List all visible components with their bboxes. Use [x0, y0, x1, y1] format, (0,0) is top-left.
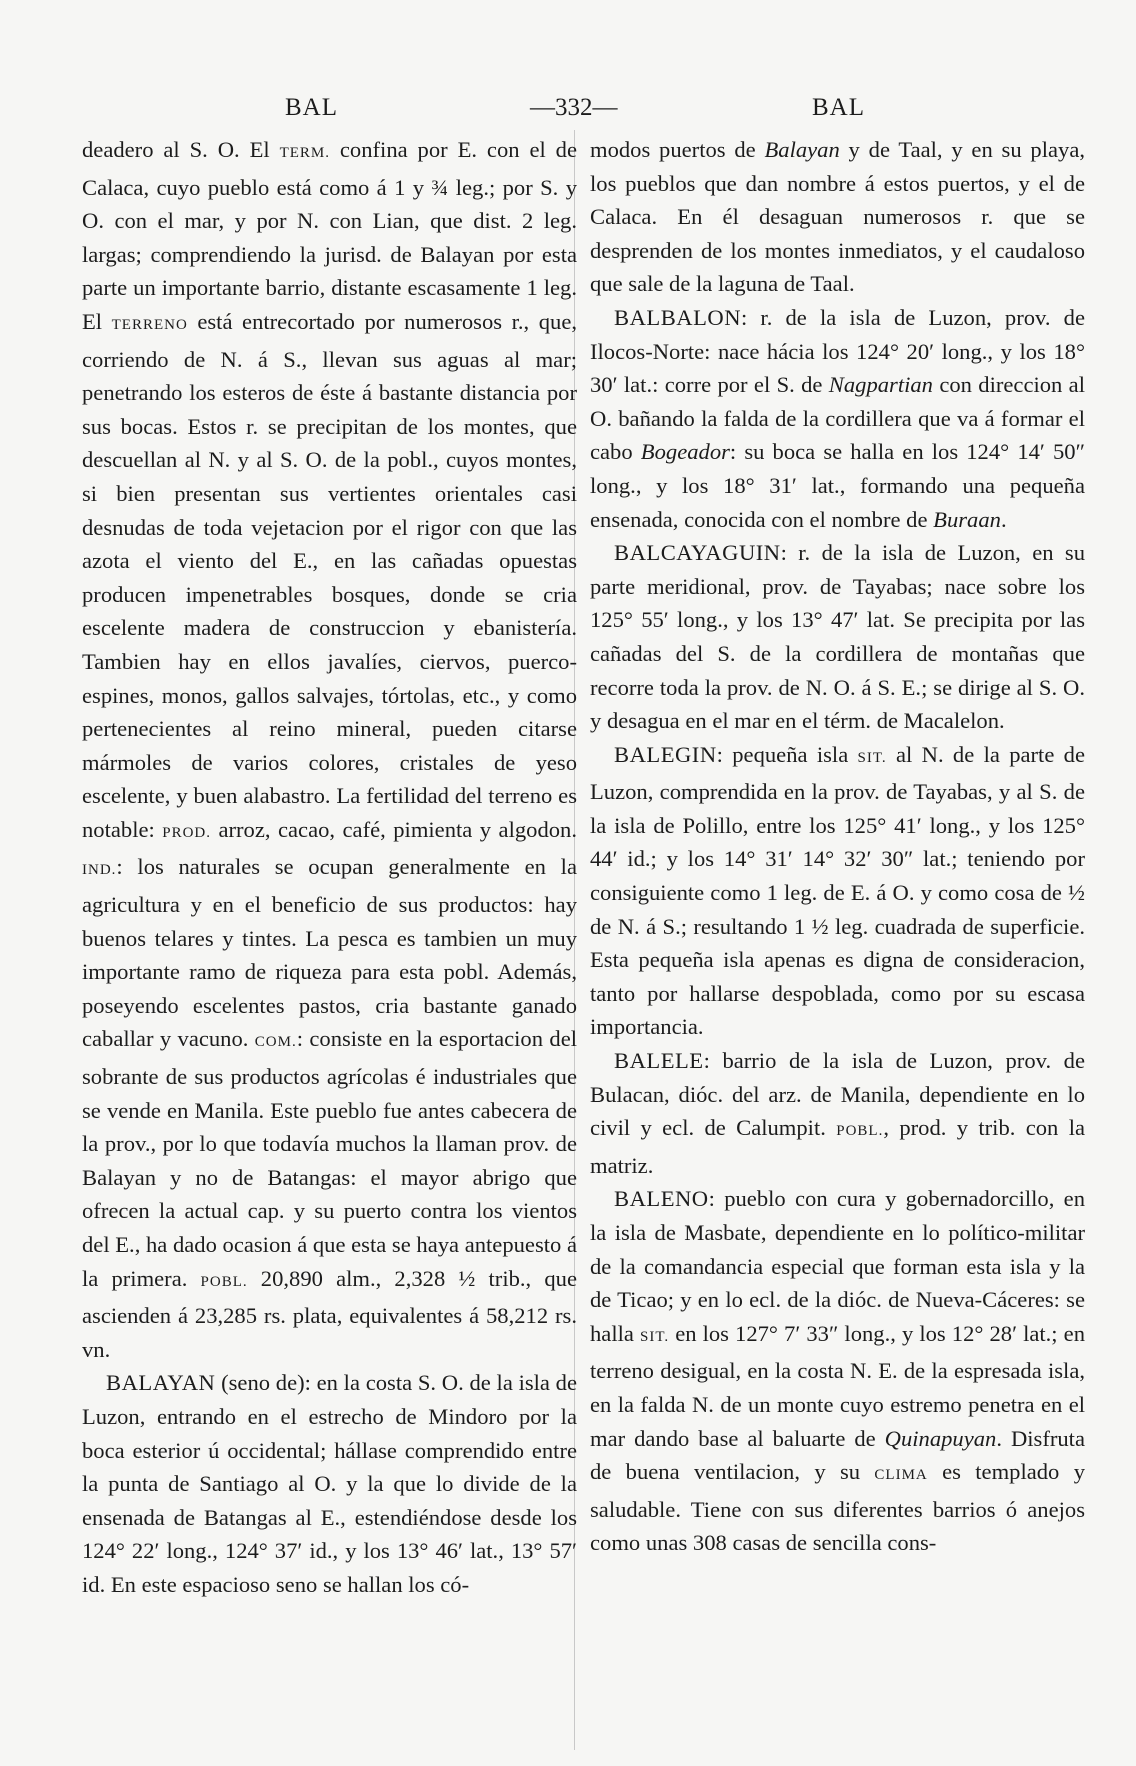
entry-heading: BALELE	[614, 1048, 704, 1074]
page-number: —332—	[530, 94, 618, 121]
header-right: BAL	[812, 94, 865, 121]
entry-heading: BALEGIN	[614, 741, 717, 767]
entry-balbalon: BALBALON: r. de la isla de Luzon, prov. de Ilocos-Norte: nace hácia los 124° 20′ long., y los 18° 30′ lat.: corre por el S. de Nagpartian con direccion al O. bañando la falda de la cordillera que va á formar el cabo Bogeador: su boca se halla en los 124° 14′ 50″ long., y los 18° 31′ lat., formando una pequeña ensenada, conocida con el nombre de Buraan.	[590, 304, 1085, 532]
entry-balele: BALELE: barrio de la isla de Luzon, prov. de Bulacan, dióc. del arz. de Manila, dependiente en lo civil y ecl. de Calumpit. POBL., prod. y trib. con la matriz.	[590, 1048, 1086, 1178]
paragraph-continuation: deadero al S. O. El TERM. confina por E. con el de Calaca, cuyo pueblo está como á 1 y ¾ leg.; por S. y O. con el mar, y por N. con Lian, que dist. 2 leg. largas; comprendiendo la jurisd. de Balayan por esta parte un importante barrio, distante escasamente 1 leg. El TERRENO está entrecortado por numerosos r., que, corriendo de N. á S., llevan sus aguas al mar; penetrando los esteros de éste á bastante distancia por sus bocas. Estos r. se precipitan de los montes, que descuellan al N. y al S. O. de la pobl., cuyos montes, si bien presentan sus vertientes orientales casi desnudas de toda vejetacion por el rigor con que las azota el viento del E., en las cañadas opuestas producen impenetrables bosques, donde se cria escelente madera de construccion y ebanistería. Tambien hay en ellos javalíes, ciervos, puerco-espines, monos, gallos salvajes, tórtolas, etc., y como pertenecientes al reino mineral, pueden citarse mármoles de varios colores, cristales de yeso escelente, y buen alabastro. La fertilidad del terreno es notable: PROD. arroz, cacao, café, pimienta y algodon. IND.: los naturales se ocupan generalmente en la agricultura y en el beneficio de sus productos: hay buenos telares y tintes. La pesca es tambien un muy importante ramo de riqueza para esta pobl. Además, poseyendo escelentes pastos, cria bastante ganado caballar y vacuno. COM.: consiste en la esportacion del sobrante de sus productos agrícolas é industriales que se vende en Manila. Este pueblo fue antes cabecera de la prov., por lo que todavía muchos la llaman prov. de Balayan y no de Batangas: el mayor abrigo que ofrecen la actual cap. y su puerto contra los vientos del E., ha dado ocasion á que esta se haya antepuesto á la primera. POBL. 20,890 alm., 2,328 ½ trib., que ascienden á 23,285 rs. plata, equivalentes á 58,212 rs. vn.	[82, 137, 578, 1362]
paragraph-continuation-right: modos puertos de Balayan y de Taal, y en su playa, los pueblos que dan nombre á estos puertos, y el de Calaca. En él desaguan numerosos r. que se desprenden de los montes inmediatos, y el caudaloso que sale de la laguna de Taal.	[590, 137, 1085, 297]
right-column	[590, 133, 1085, 1560]
entry-heading: BALENO	[614, 1186, 709, 1212]
entry-balayan: BALAYAN (seno de): en la costa S. O. de la isla de Luzon, entrando en el estrecho de Mindoro por la boca esterior ú occidental; hállase comprendido entre la punta de Santiago al O. y la que lo divide de la ensenada de Batangas al E., estendiéndose desde los 124° 22′ long., 124° 37′ id., y los 13° 46′ lat., 13° 57′ id. En este espacioso seno se hallan los có-	[82, 1370, 577, 1597]
entry-baleno: BALENO: pueblo con cura y gobernadorcillo, en la isla de Masbate, dependiente en lo político-militar de la comandancia especial que forman esta isla y la de Ticao; y en lo ecl. de la dióc. de Nueva-Cáceres: se halla SIT. en los 127° 7′ 33″ long., y los 12° 28′ lat.; en terreno desigual, en la costa N. E. de la espresada isla, en la falda N. de un monte cuyo estremo penetra en el mar dando base al baluarte de Quinapuyan. Disfruta de buena ventilacion, y su CLIMA es templado y saludable. Tiene con sus diferentes barrios ó anejos como unas 308 casas de sencilla cons-	[590, 1186, 1085, 1556]
entry-heading: BALAYAN	[106, 1370, 216, 1396]
entry-heading: BALBALON	[614, 304, 742, 330]
running-header	[0, 94, 1136, 128]
entry-heading: BALCAYAGUIN	[614, 540, 781, 566]
left-column	[82, 133, 577, 1602]
header-left: BAL	[285, 94, 338, 121]
entry-balegin: BALEGIN: pequeña isla SIT. al N. de la parte de Luzon, comprendida en la prov. de Tayabas, y al S. de la isla de Polillo, entre los 125° 41′ long., y los 125° 44′ id.; y los 14° 31′ 14° 32′ 30″ lat.; teniendo por consiguiente como 1 leg. de E. á O. y como cosa de ½ de N. á S.; resultando 1 ½ leg. cuadrada de superficie. Esta pequeña isla apenas es digna de consideracion, tanto por hallarse despoblada, como por su escasa importancia.	[590, 741, 1085, 1040]
entry-balcayaguin: BALCAYAGUIN: r. de la isla de Luzon, en su parte meridional, prov. de Tayabas; nace sobre los 125° 55′ long., y los 13° 47′ lat. Se precipita por las cañadas del S. de la cordillera de montañas que recorre toda la prov. de N. O. á S. E.; se dirige al S. O. y desagua en el mar en el térm. de Macalelon.	[590, 540, 1085, 734]
